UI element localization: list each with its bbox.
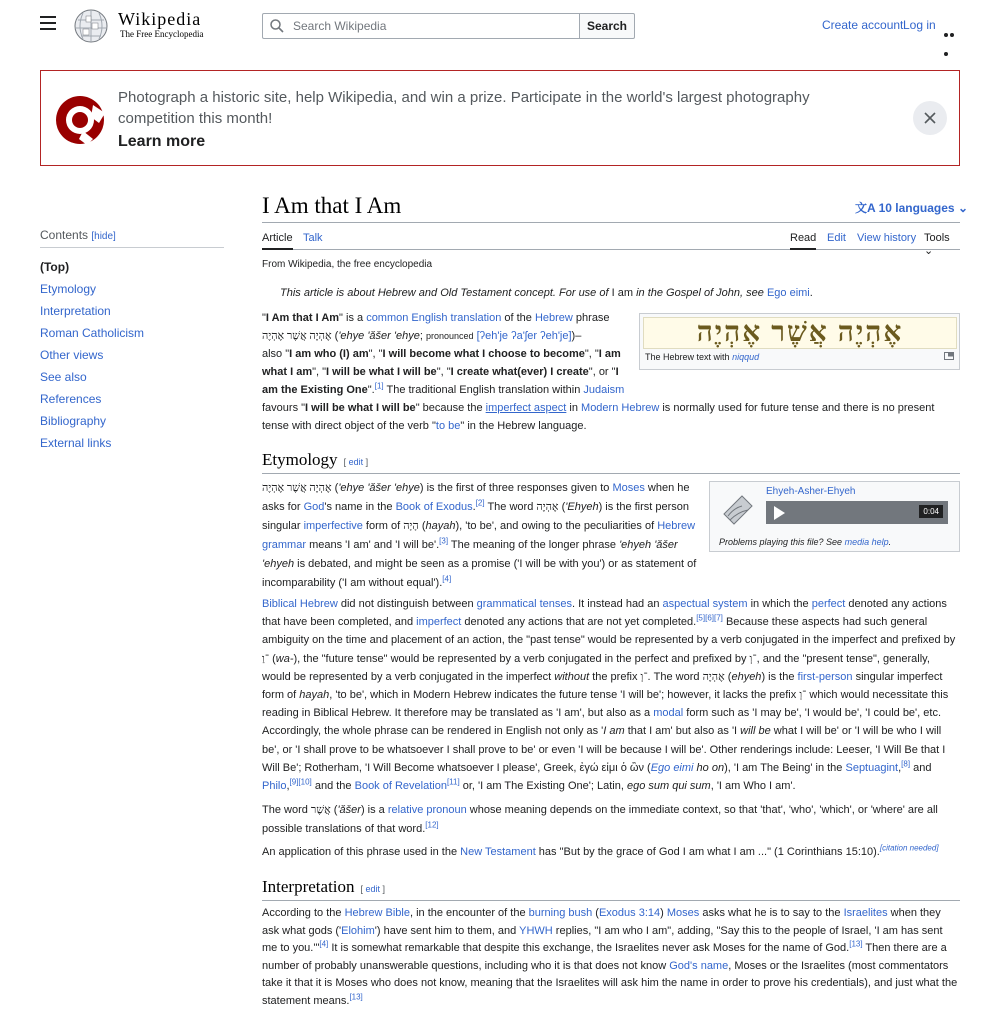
- toc-item-see-also[interactable]: See also: [40, 370, 87, 384]
- close-icon: [913, 101, 947, 135]
- section-heading-interpretation: [262, 877, 960, 901]
- link-first-person[interactable]: first-person: [797, 670, 853, 683]
- enlarge-icon[interactable]: [944, 352, 954, 360]
- search-input[interactable]: [291, 17, 571, 35]
- audio-player[interactable]: [766, 501, 948, 524]
- speaker-icon: [720, 490, 756, 526]
- lead-paragraph-part-1: "I Am that I Am" is a common English translation of the Hebrew phrase אֶהְיֶה אֲשֶׁר אֶהְיֶה ('ehye 'ăšer 'ehye; pronounced [ʔeh'je ʔa'ʃer ʔeh'je])– also "I am who (I) am", "I will become what I choose to become", "I am: [262, 312, 621, 360]
- toc-header: [40, 228, 224, 248]
- language-count: 10 languages: [878, 201, 955, 215]
- page-title: I Am that I Am: [262, 193, 402, 218]
- language-selector[interactable]: [855, 199, 968, 216]
- link-hebrew[interactable]: Hebrew: [534, 312, 573, 324]
- audio-player-box: [709, 481, 960, 552]
- link-biblical-hebrew[interactable]: Biblical Hebrew: [262, 598, 338, 610]
- audio-title-link[interactable]: Ehyeh-Asher-Ehyeh: [766, 486, 856, 497]
- figure-caption: [645, 352, 759, 362]
- search-button[interactable]: Search: [579, 13, 635, 39]
- link-hebrew-grammar[interactable]: Hebrew grammar: [262, 520, 696, 551]
- wikipedia-wordmark[interactable]: Wikipedia: [118, 9, 202, 29]
- audio-help-suffix: .: [888, 537, 892, 547]
- site-header: [0, 0, 1000, 52]
- etymology-edit-link[interactable]: [ edit ]: [343, 457, 369, 467]
- toc-item-references[interactable]: References: [40, 392, 102, 406]
- chevron-down-icon: ⌄: [957, 201, 969, 215]
- link-ego-eimi[interactable]: Ego eimi: [650, 761, 694, 774]
- link-relative-pronoun[interactable]: relative pronoun: [387, 804, 467, 816]
- link-grammatical-tenses[interactable]: grammatical tenses: [476, 598, 573, 610]
- edit-label: edit: [365, 884, 381, 894]
- edit-label: edit: [348, 457, 364, 467]
- wikipedia-globe-logo[interactable]: [72, 8, 110, 44]
- photo-contest-logo-icon: [53, 93, 107, 147]
- link-hebrew-bible[interactable]: Hebrew Bible: [344, 907, 410, 919]
- toc-item-bibliography[interactable]: Bibliography: [40, 414, 107, 428]
- toc-item-external-links[interactable]: External links: [40, 436, 112, 450]
- link-moses-2[interactable]: Moses: [666, 907, 700, 919]
- link-new-testament[interactable]: New Testament: [460, 846, 536, 858]
- main-menu-icon[interactable]: [40, 16, 56, 32]
- search-icon: [270, 19, 284, 33]
- link-perfect[interactable]: perfect: [811, 598, 846, 610]
- page-tabs: [262, 229, 960, 257]
- link-common-english[interactable]: common English translation: [366, 312, 502, 324]
- interpretation-edit-link[interactable]: [ edit ]: [360, 884, 386, 894]
- translate-icon: 文A: [855, 201, 876, 215]
- tab-edit[interactable]: Edit: [827, 232, 846, 244]
- link-philo[interactable]: Philo: [262, 780, 287, 793]
- link-israelites[interactable]: Israelites: [843, 907, 888, 919]
- tools-menu[interactable]: [924, 232, 960, 257]
- etymology-paragraph-4: An application of this phrase used in the New Testament has "But by the grace of God I am what I am ..." (1 Corinthians 15:10).[citation needed]: [262, 843, 939, 858]
- link-exodus-3-14[interactable]: Exodus 3:14: [598, 907, 661, 919]
- toc-item-interpretation[interactable]: Interpretation: [40, 304, 111, 318]
- link-modern-hebrew[interactable]: Modern Hebrew: [581, 402, 660, 414]
- etymology-paragraph-2: Biblical Hebrew did not distinguish between grammatical tenses. It instead had an aspectual system in which the perfect denoted any actions that have been completed, and imperfect denoted any actions that are not yet completed.[5][6][7] Because these aspects had such general ambiguity on the time and placement of an action, the "past tense" would be represented by a verb conjugated in the imperfect and prefixed by ־וַ (wa-), the "future tense" would be represented by a verb conjugated in the perfect and prefixed by ־וְ, and the "present tense", generally, would be represented by a verb conjugated in the imperfect without the prefix ־וְ. The word אֶהְיֶה (ehyeh) is the first-person singular imperfect form of hayah, 'to be', which in Modern Hebrew indicates the future tense 'I will be'; however, it lacks the prefix ־וְ which would necessitate this reading in Biblical Hebrew. It therefore may be translated as 'I am', but also as a modal form such as 'I may be', 'I would be', 'I could be', etc. Accordingly, the whole phrase can be rendered in English not only as 'I am that I am' but also as 'I will be what I will be' or 'I will be who I will be', or 'I shall prove to be whatsoever I shall prove to be' or even 'I will be because I will be'. Other renderings include: Leeser, 'I Will Be that I Will Be'; Rotherham, 'I Will Become whatsoever I please', Greek, ἐγώ εἰμι ὁ ὢν (Ego eimi ho on), 'I am The Being' in the Septuagint,[8] and Philo,[9][10] and the Book of Revelation[11] or, 'I am The Existing One'; Latin, ego sum qui sum, 'I am Who I am'.: [262, 598, 956, 793]
- banner-learn-more-link[interactable]: Learn more: [118, 133, 206, 150]
- tab-talk[interactable]: Talk: [303, 232, 323, 244]
- toc-item-other-views[interactable]: Other views: [40, 348, 104, 362]
- tab-view-history[interactable]: View history: [857, 232, 917, 244]
- wikipedia-tagline: The Free Encyclopedia: [120, 29, 204, 39]
- link-yhwh[interactable]: YHWH: [519, 924, 553, 937]
- media-help-link[interactable]: media help: [844, 537, 889, 547]
- link-imperfective[interactable]: imperfective: [303, 520, 363, 532]
- tab-article[interactable]: Article: [262, 232, 293, 250]
- interpretation-paragraph-1: According to the Hebrew Bible, in the encounter of the burning bush (Exodus 3:14) Moses asks what he is to say to the Israelites when they ask what gods ('Elohim') have sent him to them, and YHWH replies, "I am who I am", adding, "Say this to the people of Israel, 'I am has sent me to you.'"[4] It is somewhat remarkable that despite this exchange, the Israelites never ask Moses for the name of God.[13] Then there are a number of probably unanswerable questions, including who it is that does not know God's name, Moses or the Israelites (most commentators take it that it is Moses who does not know, meaning that the Israelites will ask him the name in order to prove his credentials), and just what the statement means.[13]: [262, 907, 958, 1007]
- link-aspectual-system[interactable]: aspectual system: [662, 598, 748, 610]
- etymology-paragraph-3: The word אֲשֶׁר ('ăšer) is a relative pronoun whose meaning depends on the immediate context, so that 'that', 'who', 'which', or 'where' are all possible translations of that word.[12]: [262, 804, 938, 835]
- hatnote: [280, 287, 813, 299]
- link-septuagint[interactable]: Septuagint: [845, 761, 899, 774]
- tab-read[interactable]: Read: [790, 232, 816, 250]
- toc-item-etymology[interactable]: Etymology: [40, 282, 97, 296]
- play-icon[interactable]: [774, 506, 785, 520]
- hebrew-text-image[interactable]: [643, 317, 957, 349]
- banner-message: Photograph a historic site, help Wikipedia, and win a prize. Participate in the world's largest photography competition this month!: [118, 89, 810, 127]
- caption-link-niqqud[interactable]: niqqud: [732, 352, 760, 362]
- chevron-down-icon: ⌄: [924, 245, 934, 257]
- table-of-contents: [40, 228, 224, 454]
- link-modal[interactable]: modal: [653, 707, 684, 720]
- link-book-of-revelation[interactable]: Book of Revelation: [354, 780, 447, 793]
- etymology-title: Etymology: [262, 450, 338, 469]
- link-god[interactable]: God: [303, 501, 325, 513]
- toc-heading: Contents: [40, 228, 89, 242]
- audio-help-prefix: Problems playing this file? See: [719, 537, 843, 547]
- hatnote-end: .: [809, 287, 813, 299]
- link-to-be[interactable]: to be: [435, 420, 461, 432]
- section-heading-etymology: [262, 450, 960, 474]
- link-book-of-exodus[interactable]: Book of Exodus: [395, 501, 473, 513]
- hebrew-text-figure: [639, 313, 960, 370]
- search-box[interactable]: [262, 13, 580, 39]
- campaign-banner: [40, 70, 960, 166]
- hatnote-term: I am: [611, 287, 634, 299]
- hebrew-image-glyphs: אֶהְיֶה אֲשֶׁר אֶהְיֶה: [696, 317, 904, 348]
- more-options-icon[interactable]: [944, 22, 960, 28]
- link-imperfect-aspect[interactable]: imperfect aspect: [485, 402, 567, 414]
- audio-duration: 0:04: [919, 505, 943, 518]
- title-divider: [262, 222, 960, 223]
- hatnote-text-2: in the Gospel of John, see: [636, 287, 764, 299]
- toc-item-roman-catholicism[interactable]: Roman Catholicism: [40, 326, 145, 340]
- link-ipa[interactable]: [ʔeh'je ʔa'ʃer ʔeh'je]: [476, 330, 572, 342]
- toc-item-top[interactable]: (Top): [40, 260, 70, 274]
- hatnote-text: This article is about Hebrew and Old Testament concept. For use of: [280, 287, 609, 299]
- link-judaism[interactable]: Judaism: [583, 384, 625, 396]
- create-account-link[interactable]: Create account: [822, 18, 904, 32]
- site-subtitle: From Wikipedia, the free encyclopedia: [262, 259, 433, 270]
- caption-text: The Hebrew text with: [645, 352, 730, 362]
- log-in-link[interactable]: Log in: [903, 18, 936, 32]
- tools-label: Tools: [924, 232, 950, 244]
- lead-paragraph-part-2: what I am", "I will be what I will be", "I create what(ever) I create", or "I am the Existing One".[1] The traditional English translation within Judaism favours "I will be what I will be" because the imperfect aspect in Modern Hebrew is normally used for future tense and there is no present tense with direct object of the verb "to be" in the Hebrew language.: [262, 366, 935, 432]
- link-imperfect[interactable]: imperfect: [416, 616, 462, 629]
- link-burning-bush[interactable]: burning bush: [528, 907, 593, 919]
- link-gods-name[interactable]: God's name: [669, 959, 729, 972]
- etymology-paragraph-1: אֶהְיֶה אֲשֶׁר אֶהְיֶה ('ehye 'ăšer 'ehye) is the first of three responses given to Moses when he asks for God's name in the Book of Exodus.[2] The word אֶהְיֶה ('Ehyeh) is the first person singular imperfective form of הָיָה (hayah), 'to be', and owing to the peculiarities of Hebrew grammar means 'I am' and 'I will be'.[3] The meaning of the longer phrase 'ehyeh 'ăšer 'ehyeh is debated, and might be seen as a promise ('I will be with you') or as statement of incomparability ('I am without equal').[4]: [262, 482, 697, 589]
- link-elohim[interactable]: Elohim: [341, 924, 375, 937]
- banner-close-button[interactable]: [913, 101, 947, 135]
- audio-help-text: [719, 537, 891, 547]
- toc-hide-button[interactable]: [hide]: [91, 231, 116, 242]
- hatnote-link-ego-eimi[interactable]: Ego eimi: [766, 287, 810, 299]
- interpretation-title: Interpretation: [262, 877, 355, 896]
- link-moses[interactable]: Moses: [612, 482, 645, 494]
